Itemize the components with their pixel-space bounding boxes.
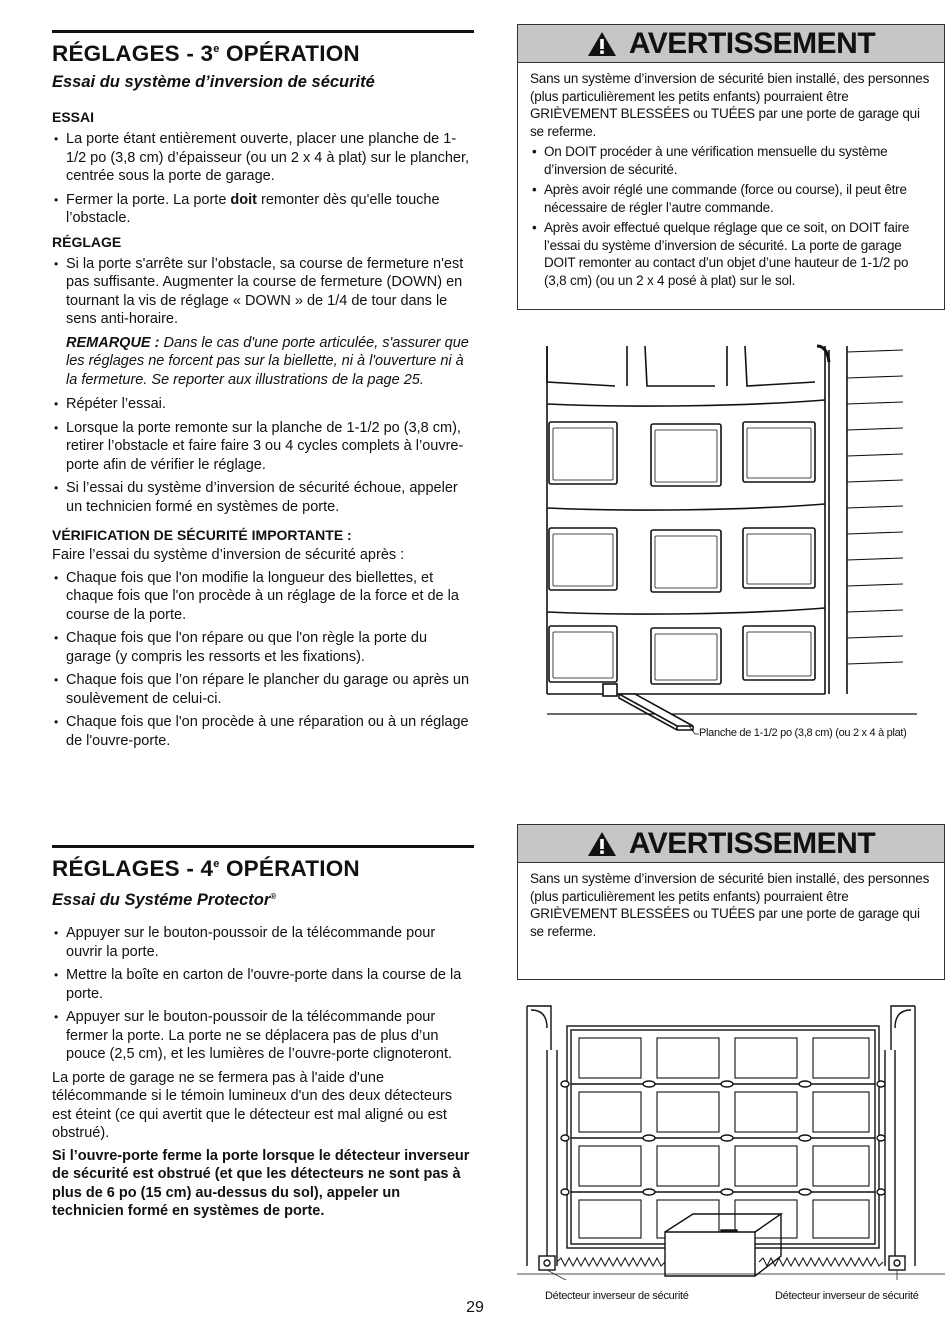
warning-box-1 — [517, 24, 945, 310]
warning-body — [518, 63, 944, 303]
list-item: • Chaque fois que l'on modifie la longueur des biellettes, et chaque fois que l'on procède à un réglage de la force et de la course de la porte. — [52, 569, 474, 625]
list-item: • Appuyer sur le bouton-poussoir de la télécommande pour fermer la porte. La porte ne se déplacera pas de plus d’un pouce (2,5 cm), et les lumières de l’ouvre-porte clignoteront. — [52, 1008, 474, 1064]
essai-list — [52, 130, 474, 228]
warning-box-2 — [517, 824, 945, 980]
list-item: • Si la porte s'arrête sur l’obstacle, sa course de fermeture n'est pas suffisante. Augmenter la course de fermeture (DOWN) en tournant la vis de réglage « DOWN » de 1/4 de tour dans le sens anti-horaire. — [52, 255, 474, 329]
list-item: • Lorsque la porte remonte sur la planche de 1-1/2 po (3,8 cm), retirer l’obstacle et faire faire 3 ou 4 cycles complets à l’ouvre-porte afin de vérifier le réglage. — [52, 419, 474, 475]
section-4-paragraph: La porte de garage ne se fermera pas à l'aide d'une télécommande si le témoin lumineux d'un des deux détecteurs est éteint (ce qui avertit que le détecteur est mal aligné ou est obstrué). — [52, 1069, 453, 1141]
section-4-list — [52, 924, 474, 1064]
warning-triangle-icon — [587, 831, 617, 857]
warning-triangle-icon — [587, 31, 617, 57]
figure-2-caption-right: Détecteur inverseur de sécurité — [775, 1290, 919, 1302]
reglage-heading: RÉGLAGE — [52, 233, 122, 250]
reglage-list-2 — [52, 395, 474, 516]
list-item: • Chaque fois que l’on répare le plancher du garage ou après un soulèvement de celui-ci. — [52, 671, 474, 708]
warning-header — [518, 825, 944, 863]
section-4 — [52, 845, 474, 1221]
warning-intro: Sans un système d’inversion de sécurité bien installé, des personnes (plus particulièrement les petits enfants) pourraient être GRIÈVEMENT BLESSÉES ou TUÉES par une porte de garage qui se referme. — [530, 71, 930, 139]
figure-door-board — [517, 342, 945, 742]
warning-title: AVERTISSEMENT — [628, 26, 876, 60]
section-4-title: RÉGLAGES - 4e OPÉRATION — [52, 845, 474, 881]
list-item: • Après avoir effectué quelque réglage que ce soit, on DOIT faire l’essai du système d’inversion de sécurité. La porte de garage DOIT remonter au contact d’un objet d’une hauteur de 1-1/2 po (3,8 cm) (ou un 2 x 4 posé à plat) sur le sol. — [530, 219, 932, 289]
list-item: • Chaque fois que l'on procède à une réparation ou à un réglage de l'ouvre-porte. — [52, 713, 474, 750]
left-column — [52, 30, 474, 1219]
list-item: • Appuyer sur le bouton-poussoir de la télécommande pour ouvrir la porte. — [52, 924, 474, 961]
list-item: • Répéter l’essai. — [52, 395, 474, 414]
garage-door-sensors-illustration — [517, 1000, 945, 1280]
verification-heading: VÉRIFICATION DE SÉCURITÉ IMPORTANTE : — [52, 527, 352, 543]
list-item: • La porte étant entièrement ouverte, placer une planche de 1-1/2 po (3,8 cm) d’épaisseur (ou un 2 x 4 à plat) sur le plancher, centrée sous la porte de garage. — [52, 130, 474, 186]
section-3-subtitle: Essai du système d’inversion de sécurité — [52, 73, 375, 91]
remarque-note: REMARQUE : Dans le cas d'une porte articulée, s'assurer que les réglages ne forcent pas sur la biellette, ni à l'ouverture ni à la fermeture. Se reporter aux illustrations de la page 25. — [66, 334, 469, 388]
list-item: • Après avoir réglé une commande (force ou course), il peut être nécessaire de régler l’autre commande. — [530, 181, 932, 216]
list-item: • Fermer la porte. La porte doit remonter dès qu'elle touche l’obstacle. — [52, 191, 474, 228]
section-4-subtitle: Essai du Systéme Protector® — [52, 891, 277, 909]
list-item: • Mettre la boîte en carton de l'ouvre-porte dans la course de la porte. — [52, 966, 474, 1003]
verification-intro: Faire l’essai du système d’inversion de sécurité après : — [52, 547, 405, 563]
verification-list — [52, 569, 474, 751]
reglage-list — [52, 255, 474, 329]
right-column — [517, 24, 945, 1302]
warning-body — [518, 863, 944, 954]
section-4-bold-paragraph: Si l’ouvre-porte ferme la porte lorsque le détecteur inverseur de sécurité est obstrué (et que les détecteurs ne sont pas à plus de 6 po (15 cm) au-dessus du sol), appeler un technicien formé en systèmes de porte. — [52, 1147, 470, 1219]
warning-title: AVERTISSEMENT — [628, 826, 876, 860]
warning-list — [530, 143, 932, 289]
figure-protector-system — [517, 1000, 945, 1302]
page-number: 29 — [466, 1299, 484, 1316]
list-item: • On DOIT procéder à une vérification mensuelle du système d’inversion de sécurité. — [530, 143, 932, 178]
figure-1-caption: Planche de 1-1/2 po (3,8 cm) (ou 2 x 4 à plat) — [699, 727, 907, 739]
list-item: • Si l’essai du système d’inversion de sécurité échoue, appeler un technicien formé en systèmes de porte. — [52, 479, 474, 516]
garage-door-illustration — [517, 342, 945, 742]
section-3-title: RÉGLAGES - 3e OPÉRATION — [52, 30, 474, 66]
section-3 — [52, 30, 474, 750]
warning-intro: Sans un système d’inversion de sécurité bien installé, des personnes (plus particulièrement les petits enfants) pourraient être GRIÈVEMENT BLESSÉES ou TUÉES par une porte de garage qui se referme. — [530, 871, 930, 939]
figure-2-caption-left: Détecteur inverseur de sécurité — [545, 1290, 689, 1302]
list-item: • Chaque fois que l'on répare ou que l'on règle la porte du garage (y compris les ressorts et les fixations). — [52, 629, 474, 666]
warning-header — [518, 25, 944, 63]
essai-heading: ESSAI — [52, 109, 95, 125]
